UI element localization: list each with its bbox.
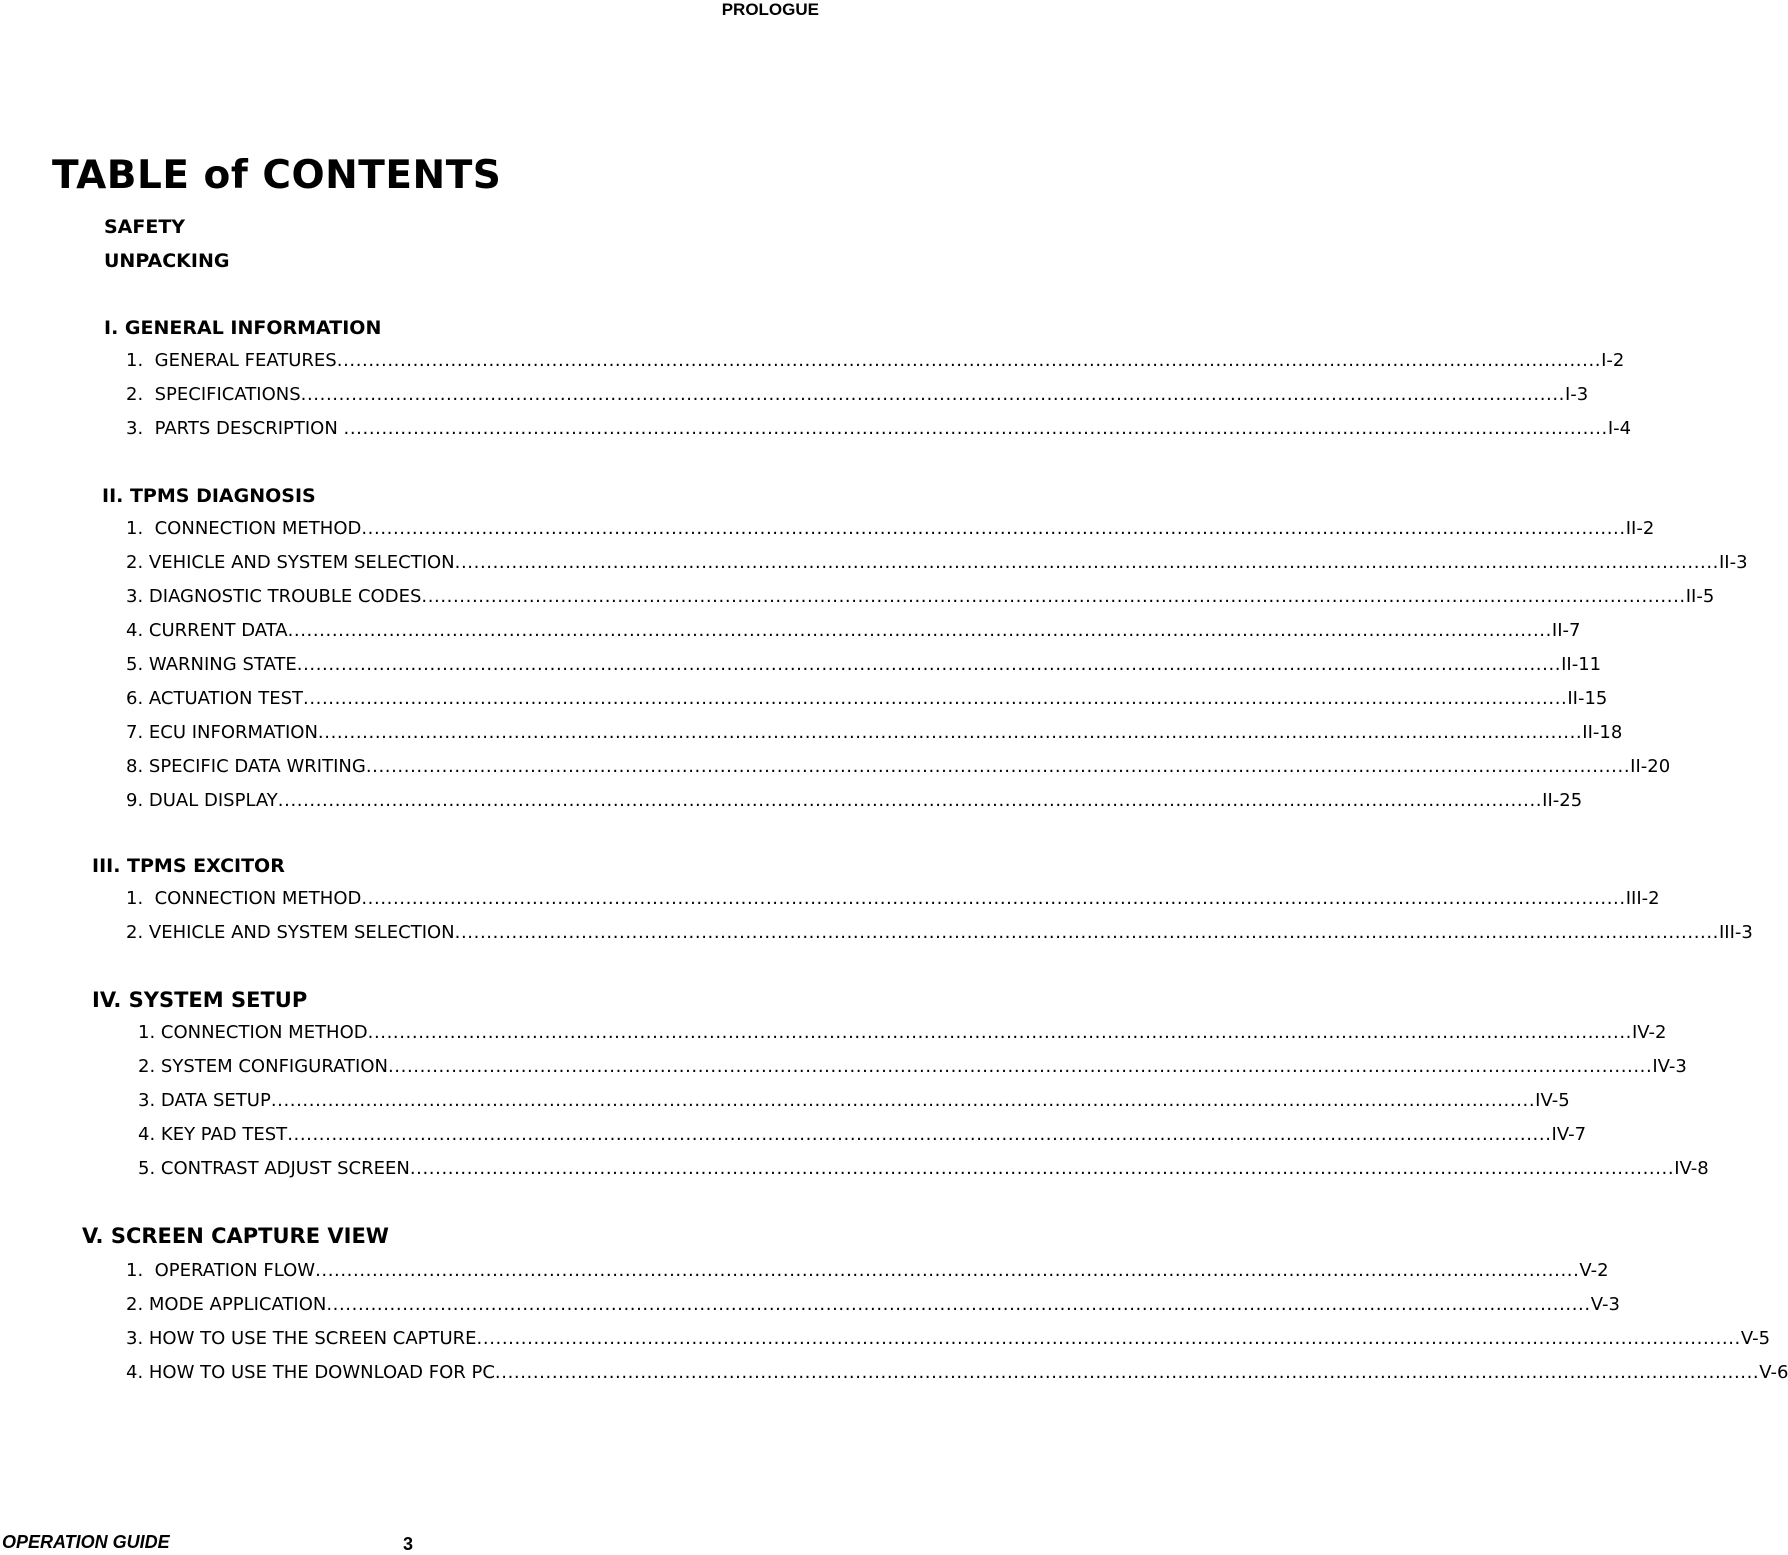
- footer-guide-title: OPERATION GUIDE: [2, 1532, 170, 1552]
- dot-leader: ........................................................................................................................................................................................................: [317, 722, 1583, 743]
- toc-entry-page: II-7: [1551, 620, 1581, 641]
- toc-entry-page: III-3: [1719, 922, 1753, 943]
- dot-leader: ........................................................................................................................................................................................................: [326, 1294, 1591, 1315]
- dot-leader: ........................................................................................................................................................................................................: [476, 1328, 1741, 1349]
- section-heading-general-information: I. GENERAL INFORMATION: [104, 317, 382, 339]
- toc-entry: [126, 1293, 1620, 1319]
- dot-leader: ........................................................................................................................................................................................................: [287, 620, 1552, 641]
- toc-entry: [126, 417, 1632, 443]
- toc-entry: [138, 1055, 1687, 1081]
- toc-entry: [126, 349, 1625, 375]
- toc-entry-page: IV-2: [1631, 1022, 1667, 1043]
- toc-entry-title: 5. WARNING STATE: [126, 653, 297, 679]
- toc-entry-title: 3. HOW TO USE THE SCREEN CAPTURE: [126, 1327, 477, 1353]
- toc-entry: [126, 551, 1748, 577]
- toc-entry: [138, 1157, 1709, 1183]
- toc-entry-title: 7. ECU INFORMATION: [126, 721, 318, 747]
- toc-entry-title: 2. VEHICLE AND SYSTEM SELECTION: [126, 551, 455, 577]
- toc-entry-page: III-2: [1625, 888, 1660, 909]
- toc-entry-title: 1. CONNECTION METHOD: [126, 887, 361, 913]
- toc-entry-title: 2. MODE APPLICATION: [126, 1293, 326, 1319]
- toc-entry: [126, 585, 1715, 611]
- toc-entry-title: 3. DATA SETUP: [138, 1089, 271, 1115]
- toc-entry-page: II-20: [1630, 756, 1671, 777]
- section-heading-tpms-excitor: III. TPMS EXCITOR: [92, 855, 285, 877]
- toc-entry: [126, 721, 1623, 747]
- toc-entry-page: I-3: [1565, 384, 1589, 405]
- toc-entry-title: 4. KEY PAD TEST: [138, 1123, 287, 1149]
- dot-leader: ........................................................................................................................................................................................................: [315, 1260, 1580, 1281]
- toc-entry: [138, 1089, 1570, 1115]
- toc-entry-page: IV-5: [1535, 1090, 1570, 1111]
- toc-entry-page: II-3: [1719, 552, 1748, 573]
- toc-entry-title: 1. CONNECTION METHOD: [138, 1021, 368, 1047]
- toc-entry-page: I-2: [1601, 350, 1625, 371]
- dot-leader: ........................................................................................................................................................................................................: [277, 790, 1543, 811]
- dot-leader: ........................................................................................................................................................................................................: [303, 688, 1568, 709]
- dot-leader: ........................................................................................................................................................................................................: [387, 1056, 1653, 1077]
- toc-entry-title: 2. SYSTEM CONFIGURATION: [138, 1055, 388, 1081]
- toc-entry-title: 1. CONNECTION METHOD: [126, 517, 361, 543]
- section-heading-tpms-diagnosis: II. TPMS DIAGNOSIS: [102, 485, 316, 507]
- toc-entry-page: II-5: [1685, 586, 1715, 607]
- toc-entry: [126, 687, 1608, 713]
- dot-leader: ........................................................................................................................................................................................................: [287, 1124, 1552, 1145]
- dot-leader: ........................................................................................................................................................................................................: [296, 654, 1562, 675]
- toc-entry-title: 9. DUAL DISPLAY: [126, 789, 278, 815]
- toc-entry: [126, 517, 1655, 543]
- toc-entry-title: 8. SPECIFIC DATA WRITING: [126, 755, 366, 781]
- toc-entry: [126, 755, 1671, 781]
- toc-item-unpacking: UNPACKING: [104, 250, 230, 272]
- dot-leader: ........................................................................................................................................................................................................: [454, 922, 1719, 943]
- toc-entry-page: II-18: [1582, 722, 1623, 743]
- toc-entry-page: I-4: [1607, 418, 1632, 439]
- toc-entry-page: V-2: [1579, 1260, 1609, 1281]
- dot-leader: ........................................................................................................................................................................................................: [300, 384, 1565, 405]
- toc-entry-title: 4. CURRENT DATA: [126, 619, 288, 645]
- page-title: TABLE of CONTENTS: [52, 153, 502, 198]
- toc-entry: [126, 789, 1583, 815]
- dot-leader: ........................................................................................................................................................................................................: [494, 1362, 1760, 1383]
- toc-entry: [126, 653, 1602, 679]
- toc-entry-page: V-5: [1740, 1328, 1771, 1349]
- toc-entry-page: V-6: [1759, 1362, 1788, 1383]
- toc-entry-title: 3. DIAGNOSTIC TROUBLE CODES: [126, 585, 421, 611]
- toc-entry-page: V-3: [1590, 1294, 1620, 1315]
- section-heading-screen-capture-view: V. SCREEN CAPTURE VIEW: [82, 1224, 389, 1248]
- toc-entry-title: 6. ACTUATION TEST: [126, 687, 303, 713]
- toc-entry-title: 5. CONTRAST ADJUST SCREEN: [138, 1157, 410, 1183]
- toc-entry: [126, 383, 1589, 409]
- toc-entry: [138, 1021, 1667, 1047]
- dot-leader: ........................................................................................................................................................................................................: [367, 1022, 1632, 1043]
- toc-entry-page: II-25: [1542, 790, 1583, 811]
- toc-entry: [126, 1259, 1609, 1285]
- dot-leader: ........................................................................................................................................................................................................: [365, 756, 1631, 777]
- toc-entry: [126, 619, 1581, 645]
- dot-leader: ........................................................................................................................................................................................................: [421, 586, 1686, 607]
- toc-entry-title: 2. VEHICLE AND SYSTEM SELECTION: [126, 921, 455, 947]
- dot-leader: ........................................................................................................................................................................................................: [361, 518, 1626, 539]
- toc-entry: [126, 921, 1753, 947]
- toc-entry-page: IV-3: [1652, 1056, 1687, 1077]
- footer-page-number: 3: [403, 1534, 414, 1554]
- toc-entry: [138, 1123, 1587, 1149]
- toc-entry-title: 1. GENERAL FEATURES: [126, 349, 337, 375]
- section-heading-system-setup: IV. SYSTEM SETUP: [92, 988, 308, 1012]
- running-header: PROLOGUE: [721, 0, 819, 19]
- toc-entry-title: 3. PARTS DESCRIPTION: [126, 417, 344, 443]
- toc-entry: [126, 887, 1660, 913]
- toc-entry-title: 4. HOW TO USE THE DOWNLOAD FOR PC: [126, 1361, 495, 1387]
- toc-entry-title: 2. SPECIFICATIONS: [126, 383, 301, 409]
- toc-entry-page: II-11: [1561, 654, 1602, 675]
- toc-entry-page: II-15: [1567, 688, 1608, 709]
- toc-entry-page: IV-7: [1551, 1124, 1587, 1145]
- toc-item-safety: SAFETY: [104, 216, 186, 238]
- toc-entry: [126, 1361, 1788, 1387]
- toc-entry: [126, 1327, 1771, 1353]
- toc-entry-page: IV-8: [1674, 1158, 1709, 1179]
- toc-entry-page: II-2: [1625, 518, 1655, 539]
- dot-leader: ........................................................................................................................................................................................................: [343, 418, 1608, 439]
- toc-entry-title: 1. OPERATION FLOW: [126, 1259, 315, 1285]
- dot-leader: ........................................................................................................................................................................................................: [361, 888, 1626, 909]
- dot-leader: ........................................................................................................................................................................................................: [336, 350, 1602, 371]
- dot-leader: ........................................................................................................................................................................................................: [454, 552, 1719, 573]
- dot-leader: ........................................................................................................................................................................................................: [409, 1158, 1675, 1179]
- dot-leader: ........................................................................................................................................................................................................: [270, 1090, 1536, 1111]
